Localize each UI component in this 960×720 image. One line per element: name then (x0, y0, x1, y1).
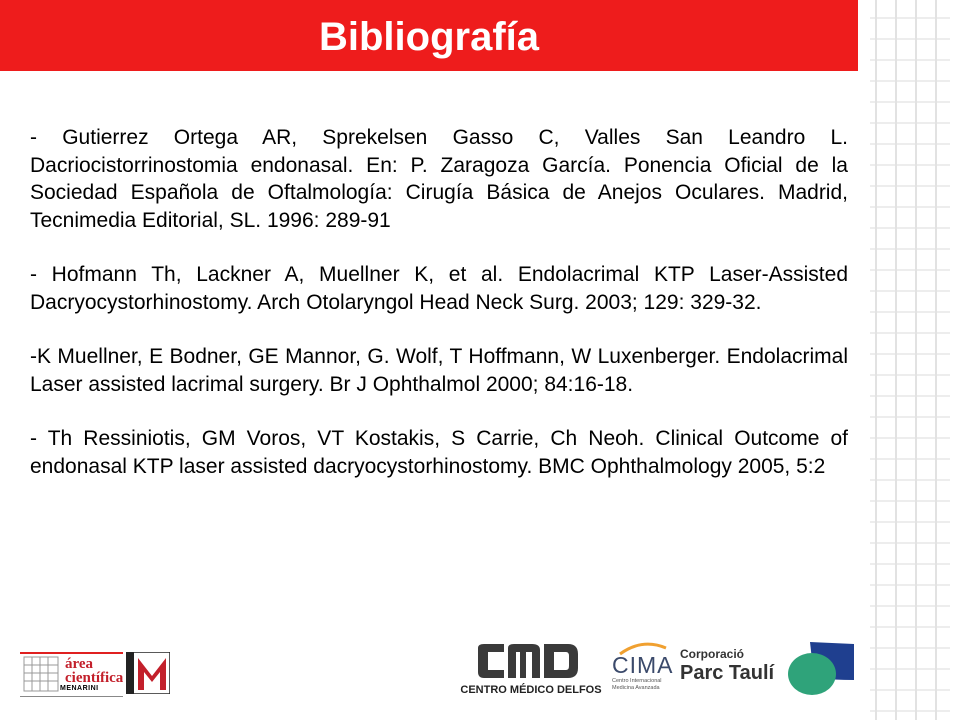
parc-logo-line1: Corporació (680, 647, 745, 661)
parc-logo-line2: Parc Taulí (680, 662, 775, 684)
reference-item: - Hofmann Th, Lackner A, Muellner K, et al. Endolacrimal KTP Laser-Assisted Dacryocystorhinostomy. Arch Otolaryngol Head Neck Surg. 2003; 129: 329-32. (30, 263, 848, 314)
cmd-logo-name: CENTRO MÉDICO DELFOS (460, 684, 602, 696)
cima-logo (608, 640, 676, 698)
slide-title: Bibliografía (318, 15, 540, 59)
area-logo-line2: científica (65, 670, 124, 686)
decorative-grid (870, 0, 960, 720)
parc-shapes-icon (784, 640, 856, 700)
area-logo-sponsor: MENARINI (60, 685, 99, 692)
grid-mark-icon (22, 655, 62, 695)
reference-item: - Gutierrez Ortega AR, Sprekelsen Gasso C, Valles San Leandro L. Dacriocistorrinostomia endonasal. En: P. Zaragoza García. Ponencia Oficial de la Sociedad Española de Oftalmología: Cirugía Básica de Anejos Oculares. Madrid, Tecnimedia Editorial, SL. 1996: 289-91 (30, 126, 848, 232)
area-logo-line1: área (65, 656, 94, 672)
reference-item: -K Muellner, E Bodner, GE Mannor, G. Wolf, T Hoffmann, W Luxenberger. Endolacrimal Laser assisted lacrimal surgery. Br J Ophthalmol 2000; 84:16-18. (30, 345, 848, 396)
menarini-m-logo-icon (126, 652, 170, 694)
cima-logo-subtitle: Centro Internacional Medicina Avanzada (612, 678, 662, 691)
cima-logo-name: CIMA (612, 652, 674, 678)
parc-tauli-logo (680, 640, 860, 700)
area-cientifica-logo (20, 652, 123, 697)
cmd-mark-icon (474, 642, 584, 682)
reference-item: - Th Ressiniotis, GM Voros, VT Kostakis, S Carrie, Ch Neoh. Clinical Outcome of endonasal KTP laser assisted dacryocystorhinostomy. BMC Ophthalmology 2005, 5:2 (30, 427, 848, 478)
centro-medico-delfos-logo (460, 642, 602, 700)
bibliography-list (30, 124, 848, 507)
